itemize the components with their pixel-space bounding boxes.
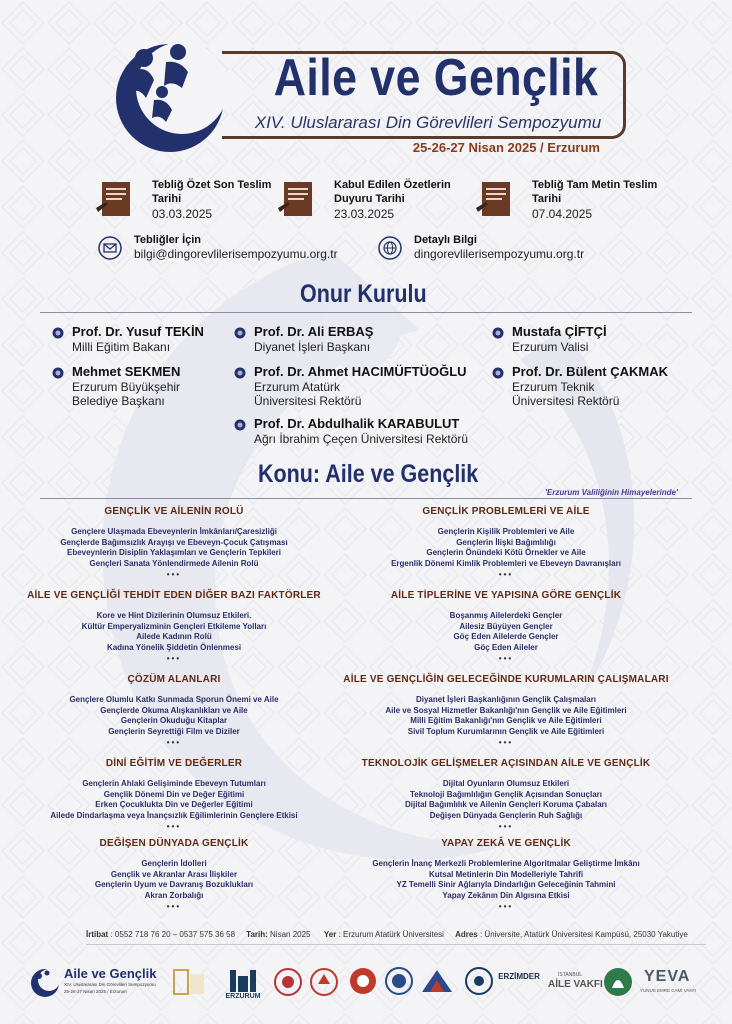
topic-item: YZ Temelli Sinir Ağlarıyla Dindarlığın Geleceğinin Tahmini — [396, 880, 616, 890]
topic-item: Boşanmış Ailelerdeki Gençler — [449, 611, 563, 620]
topic-item: Gençlerin Seyrettiği Film ve Diziler — [108, 726, 240, 736]
deadline-announcement — [278, 178, 458, 228]
seal-bullet-icon — [52, 327, 64, 339]
topic-item: Milli Eğitim Bakanlığı'nın Gençlik ve Aile Eğitimleri — [410, 716, 602, 726]
topic-item: Dijital Oyunların Olumsuz Etkileri — [442, 779, 570, 788]
document-pen-icon — [278, 178, 318, 220]
page-title: Aile ve Gençlik — [273, 49, 599, 107]
topic-heading: YAPAY ZEKÂ VE GENÇLİK — [441, 838, 571, 849]
committee-member — [234, 364, 484, 408]
topic-item: Ailesiz Büyüyen Gençler — [459, 621, 553, 631]
footer-info — [86, 930, 706, 939]
topic-item: Gençlik Dönemi Din ve Değer Eğitimi — [103, 789, 245, 799]
valilik-logo — [170, 966, 210, 1004]
deadline-fulltext — [476, 178, 656, 228]
topic-item: Göç Eden Ailelerde Gençler — [453, 632, 559, 642]
topic-item: Erken Çocuklukta Din ve Değerler Eğitimi — [95, 800, 253, 810]
topic-item: Diyanet İşleri Başkanlığının Gençlik Çalışmaları — [415, 695, 597, 704]
footer-address: : Üniversite, Atatürk Üniversitesi Kampüsü, 25030 Yakutiye — [479, 930, 688, 939]
committee-title: Onur Kurulu — [300, 280, 427, 308]
separator-dots: ••• — [498, 822, 514, 832]
contact-label: Detaylı Bilgi — [414, 234, 477, 246]
separator-dots: ••• — [166, 822, 182, 832]
separator-dots: ••• — [498, 902, 514, 912]
deadline-date: 23.03.2025 — [334, 207, 395, 221]
committee-member — [234, 416, 514, 450]
yeva-logo — [640, 966, 706, 1004]
member-name: Prof. Dr. Bülent ÇAKMAK — [512, 364, 668, 379]
committee-member — [492, 324, 692, 358]
castle-icon — [226, 966, 260, 992]
topic-block — [4, 758, 344, 831]
topic-item: Ergenlik Dönemi Kimlik Problemleri ve Ebeveyn Davranışları — [391, 558, 621, 568]
symposium-logo — [30, 968, 60, 998]
topic-item: Gençlik ve Akranlar Arası İlişkiler — [110, 869, 238, 879]
topic-item: Gençlerin İnanç Merkezli Problemlerine Algoritmalar Geliştirme İmkânı — [372, 859, 640, 868]
topic-item: Gençlerde Okuma Alışkanlıkları ve Aile — [100, 705, 248, 715]
event-dates: 25-26-27 Nisan 2025 / Erzurum — [412, 140, 600, 155]
topic-item: Gençleri Sanata Yönlendirmede Ailenin Rolü — [89, 558, 259, 568]
separator-dots: ••• — [498, 654, 514, 664]
topic-heading: AİLE TİPLERİNE VE YAPISINA GÖRE GENÇLİK — [390, 590, 622, 601]
topic-block — [4, 590, 344, 663]
separator-dots: ••• — [498, 570, 514, 580]
document-pen-icon — [96, 178, 136, 220]
topic-item: Gençlerin Okuduğu Kitaplar — [120, 716, 228, 726]
seal-bullet-icon — [234, 367, 246, 379]
topic-item: Gençlerin Uyum ve Davranış Bozuklukları — [94, 880, 254, 890]
footer-label: İrtibat — [86, 930, 109, 939]
deadline-abstract — [96, 178, 276, 228]
seal-bullet-icon — [492, 367, 504, 379]
committee-member — [234, 324, 474, 358]
topic-item: Sivil Toplum Kurumlarının Gençlik ve Aile Eğitimleri — [407, 726, 605, 736]
sponsor-label: ERZURUM — [225, 993, 261, 1000]
topic-block — [336, 674, 676, 747]
aile-vakfi-logo — [544, 966, 603, 1004]
committee-member — [492, 364, 692, 408]
seal-bullet-icon — [234, 327, 246, 339]
topic-heading: AİLE VE GENÇLİĞİ TEHDİT EDEN DİĞER BAZI FAKTÖRLER — [27, 590, 321, 601]
deadline-label: Kabul Edilen Özetlerin Duyuru Tarihi — [334, 179, 451, 205]
topic-block — [336, 506, 676, 579]
topic-block — [336, 758, 676, 831]
footer-phone: : 0552 718 76 20 – 0537 575 36 58 — [110, 930, 236, 939]
ministry-education-logo — [308, 966, 340, 1004]
sponsor-title: Aile ve Gençlik — [64, 966, 157, 981]
member-name: Mehmet SEKMEN — [72, 364, 181, 379]
member-name: Prof. Dr. Ahmet HACIMÜFTÜOĞLU — [254, 364, 467, 379]
separator-dots: ••• — [166, 570, 182, 580]
sponsor-dates: 25-26-27 Nisan 2025 / Erzurum — [64, 989, 127, 994]
sponsor-label: İSTANBUL — [558, 972, 583, 978]
deadline-label: Tebliğ Tam Metin Teslim Tarihi — [532, 179, 658, 205]
committee-member — [52, 364, 232, 408]
mosque-foundation-logo — [602, 966, 634, 1004]
globe-icon — [378, 236, 402, 260]
topic-item: Kore ve Hint Dizilerinin Olumsuz Etkileri. — [96, 611, 252, 620]
member-role: Milli Eğitim Bakanı — [72, 340, 171, 354]
divider — [86, 944, 706, 945]
topic-item: Aile ve Sosyal Hizmetler Bakanlığı'nın Gençlik ve Aile Eğitimleri — [385, 705, 627, 715]
university-seal-logo — [384, 966, 414, 1004]
separator-dots: ••• — [498, 738, 514, 748]
footer-label: Tarih: — [246, 930, 268, 939]
topic-heading: AİLE VE GENÇLİĞİN GELECEĞİNDE KURUMLARIN ÇALIŞMALARI — [343, 674, 669, 685]
deadline-date: 07.04.2025 — [532, 207, 593, 221]
topic-block — [4, 674, 344, 747]
topic-item: Akran Zorbalığı — [144, 890, 204, 900]
website-link[interactable]: dingorevlilerisempozyumu.org.tr — [414, 247, 585, 261]
erzimder-logo: ERZİMDER — [498, 972, 540, 981]
member-role: Erzurum Valisi — [512, 340, 589, 354]
member-name: Prof. Dr. Yusuf TEKİN — [72, 324, 204, 339]
topic-item: Gençlerin İdolleri — [141, 859, 207, 868]
seal-bullet-icon — [234, 419, 246, 431]
sponsor-label: AİLE VAKFI — [548, 979, 603, 990]
footer-label: Yer — [323, 930, 337, 939]
topic-item: Yapay Zekânın Din Algısına Etkisi — [442, 890, 570, 900]
topic-item: Gençlerin Ahlaki Gelişiminde Ebeveyn Tutumları — [82, 779, 266, 788]
topic-item: Gençlerde Bağımsızlık Arayışı ve Ebeveyn-Çocuk Çatışması — [60, 537, 288, 547]
topic-item: Dijital Bağımlılık ve Ailenin Gençleri Koruma Çabaları — [405, 800, 607, 810]
document-pen-icon — [476, 178, 516, 220]
divider — [40, 312, 692, 313]
topic-item: Gençlerin İlişki Bağımlılığı — [456, 537, 556, 547]
footer-place: : Erzurum Atatürk Üniversitesi — [338, 930, 444, 939]
technical-university-logo — [464, 966, 494, 1004]
footer-label: Adres — [455, 930, 478, 939]
deadline-date: 03.03.2025 — [152, 207, 213, 221]
member-name: Mustafa ÇİFTÇİ — [512, 324, 607, 339]
topic-item: Ebeveynlerin Disiplin Yaklaşımları ve Gençlerin Tepkileri — [66, 548, 282, 558]
topic-item: Ailede Kadının Rolü — [136, 632, 212, 642]
agri-university-logo — [418, 966, 456, 1004]
footer-date: Nisan 2025 — [270, 930, 311, 939]
divider — [40, 498, 692, 499]
topic-item: Teknoloji Bağımlılığın Gençlik Açısından Sonuçları — [409, 789, 603, 799]
erzurum-municipality-logo — [218, 966, 268, 1004]
topics-title: Konu: Aile ve Gençlik — [258, 460, 479, 488]
email-link[interactable]: bilgi@dingorevlilerisempozyumu.org.tr — [134, 247, 338, 261]
erzurum-muftuluk-logo — [348, 966, 378, 1004]
topic-block — [336, 838, 676, 911]
page-subtitle: XIV. Uluslararası Din Görevlileri Sempozyumu — [254, 113, 602, 132]
topic-item: Göç Eden Aileler — [474, 642, 538, 652]
member-role: Ağrı İbrahim Çeçen Üniversitesi Rektörü — [254, 432, 469, 446]
seal-bullet-icon — [52, 367, 64, 379]
separator-dots: ••• — [166, 738, 182, 748]
member-name: Prof. Dr. Ali ERBAŞ — [254, 324, 374, 339]
member-role: Diyanet İşleri Başkanı — [254, 340, 371, 354]
member-name: Prof. Dr. Abdulhalik KARABULUT — [254, 416, 460, 431]
contact-label: Tebliğler İçin — [134, 234, 202, 246]
seal-bullet-icon — [492, 327, 504, 339]
mail-icon — [98, 236, 122, 260]
topic-item: Değişen Dünyada Gençlerin Ruh Sağlığı — [429, 810, 583, 820]
topic-block — [4, 506, 344, 579]
sponsor-subtitle: XIV. Uluslararası Din Görevlileri Sempozyumu — [64, 982, 156, 987]
topic-heading: GENÇLİK VE AİLENİN ROLÜ — [104, 506, 244, 517]
topic-item: Gençlere Olumlu Katkı Sunmada Sporun Önemi ve Aile — [69, 695, 279, 704]
sponsor-symposium-logo — [30, 966, 160, 1004]
topic-heading: DİNİ EĞİTİM VE DEĞERLER — [105, 758, 243, 769]
topic-block — [336, 590, 676, 663]
member-role: Erzurum Büyükşehir Belediye Başkanı — [72, 380, 181, 408]
sponsor-subtitle: YUNUS EMRE CAMİ VAKFI — [640, 988, 697, 993]
patronage-note: 'Erzurum Valiliğinin Himayelerinde' — [545, 488, 678, 497]
topic-item: Ailede Dindarlaşma veya İnançsızlık Eğilimlerinin Gençlere Etkisi — [50, 810, 298, 820]
topic-item: Kadına Yönelik Şiddetin Önlenmesi — [106, 642, 242, 652]
sponsor-label: YEVA — [644, 968, 691, 985]
ministry-family-logo — [272, 966, 304, 1004]
separator-dots: ••• — [166, 654, 182, 664]
topic-heading: GENÇLİK PROBLEMLERİ VE AİLE — [422, 506, 590, 517]
topic-heading: ÇÖZÜM ALANLARI — [127, 674, 221, 685]
deadline-label: Tebliğ Özet Son Teslim Tarihi — [152, 179, 272, 205]
member-role: Erzurum Atatürk Üniversitesi Rektörü — [254, 380, 362, 408]
topic-item: Kutsal Metinlerin Din Modelleriyle Tahrifi — [428, 869, 584, 879]
member-role: Erzurum Teknik Üniversitesi Rektörü — [512, 380, 620, 408]
topic-item: Gençlerin Kişilik Problemleri ve Aile — [437, 527, 575, 536]
separator-dots: ••• — [166, 902, 182, 912]
topic-item: Kültür Emperyalizminin Gençleri Etkileme Yolları — [81, 621, 267, 631]
topic-heading: TEKNOLOJİK GELİŞMELER AÇISINDAN AİLE VE GENÇLİK — [361, 758, 651, 769]
contact-email[interactable] — [98, 234, 368, 264]
topic-block — [4, 838, 344, 911]
symposium-logo — [108, 36, 228, 156]
contact-website[interactable] — [378, 234, 608, 264]
topic-heading: DEĞİŞEN DÜNYADA GENÇLİK — [99, 838, 249, 849]
topic-item: Gençlerin Önündeki Kötü Örnekler ve Aile — [426, 548, 586, 558]
topic-item: Gençlere Ulaşmada Ebeveynlerin İmkânları/Çaresizliği — [71, 527, 277, 536]
